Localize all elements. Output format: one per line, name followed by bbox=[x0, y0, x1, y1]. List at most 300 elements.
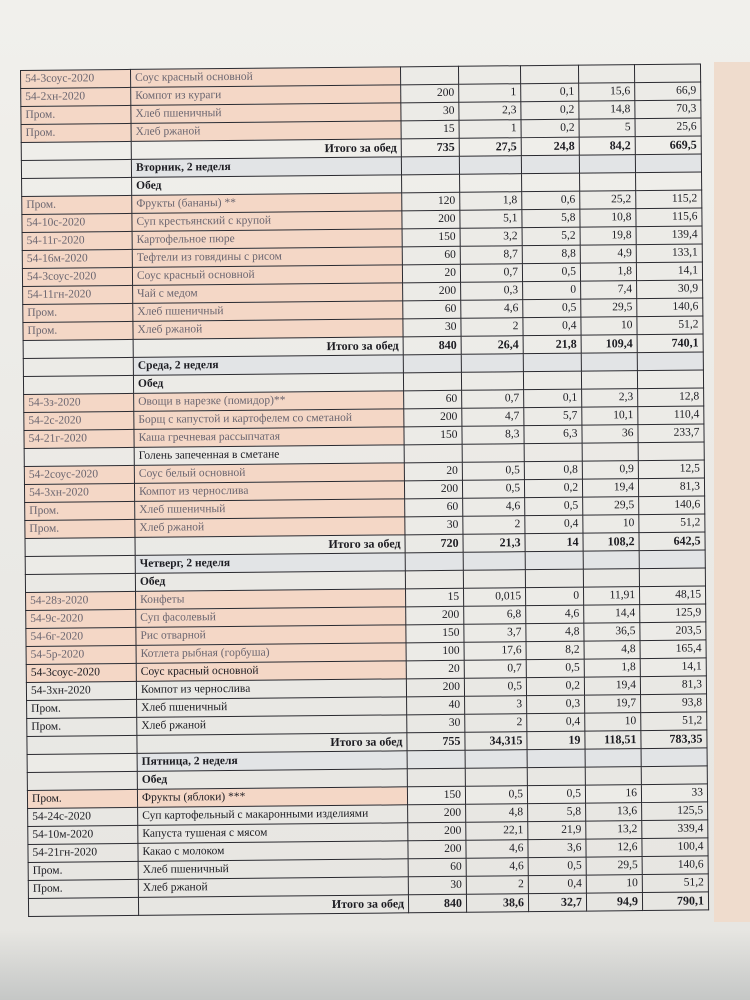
weight-cell: 20 bbox=[402, 264, 460, 283]
total-fat-cell: 24,8 bbox=[521, 137, 579, 156]
weight-cell bbox=[404, 444, 462, 463]
total-calories-cell: 790,1 bbox=[642, 892, 708, 911]
dish-name: Хлеб ржаной bbox=[133, 319, 403, 340]
total-protein-cell: 21,3 bbox=[463, 534, 525, 553]
fat-cell: 0,4 bbox=[525, 515, 583, 534]
protein-cell: 0,7 bbox=[460, 264, 522, 283]
empty-cell bbox=[461, 372, 523, 391]
fat-cell: 4,8 bbox=[526, 623, 584, 642]
fat-cell bbox=[520, 65, 578, 84]
meal-header: Обед bbox=[137, 769, 407, 790]
calories-cell: 70,3 bbox=[635, 100, 701, 119]
empty-cell bbox=[463, 570, 525, 589]
total-weight-cell: 840 bbox=[403, 336, 461, 355]
weight-cell: 30 bbox=[405, 516, 463, 535]
empty-cell bbox=[465, 750, 527, 769]
recipe-code: Пром. bbox=[28, 879, 138, 898]
calories-cell: 140,6 bbox=[642, 856, 708, 875]
dish-name: Овощи в нарезке (помидор)** bbox=[134, 391, 404, 412]
empty-cell bbox=[523, 353, 581, 372]
protein-cell: 0,5 bbox=[465, 786, 527, 805]
recipe-code: 54-10м-2020 bbox=[28, 825, 138, 844]
carbs-cell: 1,8 bbox=[580, 263, 636, 282]
fat-cell: 0,5 bbox=[522, 263, 580, 282]
carbs-cell: 10 bbox=[586, 875, 642, 894]
weight-cell: 30 bbox=[401, 102, 459, 121]
protein-cell: 0,5 bbox=[464, 678, 526, 697]
empty-cell bbox=[402, 174, 460, 193]
carbs-cell: 4,9 bbox=[580, 245, 636, 264]
fat-cell: 0 bbox=[523, 281, 581, 300]
meal-header: Обед bbox=[132, 175, 402, 196]
carbs-cell: 0,9 bbox=[582, 461, 638, 480]
weight-cell: 200 bbox=[404, 480, 462, 499]
empty-cell bbox=[639, 550, 705, 569]
protein-cell bbox=[462, 444, 524, 463]
recipe-code: 54-2соус-2020 bbox=[24, 465, 134, 484]
protein-cell: 1,8 bbox=[460, 192, 522, 211]
protein-cell: 1 bbox=[459, 120, 521, 139]
protein-cell: 2 bbox=[466, 876, 528, 895]
dish-name: Фрукты (яблоки) *** bbox=[137, 787, 407, 808]
recipe-code: Пром. bbox=[25, 519, 135, 538]
weight-cell: 100 bbox=[406, 642, 464, 661]
empty-cell bbox=[580, 173, 636, 192]
weight-cell: 60 bbox=[405, 498, 463, 517]
protein-cell: 4,7 bbox=[462, 408, 524, 427]
total-carbs-cell: 108,2 bbox=[583, 533, 639, 552]
empty-cell bbox=[27, 735, 137, 754]
empty-cell bbox=[585, 749, 641, 768]
dish-name: Хлеб пшеничный bbox=[137, 697, 407, 718]
dish-name: Компот из чернослива bbox=[134, 481, 404, 502]
empty-cell bbox=[465, 768, 527, 787]
protein-cell: 2 bbox=[461, 318, 523, 337]
day-header: Четверг, 2 неделя bbox=[135, 553, 405, 574]
carbs-cell: 15,6 bbox=[579, 83, 635, 102]
protein-cell: 4,6 bbox=[466, 840, 528, 859]
weight-cell: 200 bbox=[406, 606, 464, 625]
dish-name: Суп картофельный с макаронными изделиями bbox=[138, 805, 408, 826]
protein-cell: 5,1 bbox=[460, 210, 522, 229]
total-calories-cell: 740,1 bbox=[637, 334, 703, 353]
carbs-cell: 10,8 bbox=[580, 209, 636, 228]
weight-cell: 30 bbox=[407, 714, 465, 733]
empty-cell bbox=[461, 354, 523, 373]
meal-header: Обед bbox=[135, 571, 405, 592]
empty-cell bbox=[405, 570, 463, 589]
weight-cell: 60 bbox=[408, 858, 466, 877]
recipe-code: 54-10с-2020 bbox=[22, 213, 132, 232]
calories-cell: 93,8 bbox=[641, 694, 707, 713]
recipe-code: Пром. bbox=[27, 789, 137, 808]
carbs-cell: 7,4 bbox=[581, 281, 637, 300]
dish-name: Котлета рыбная (горбуша) bbox=[136, 643, 406, 664]
total-weight-cell: 755 bbox=[407, 732, 465, 751]
calories-cell: 81,3 bbox=[640, 676, 706, 695]
dish-name: Чай с медом bbox=[133, 283, 403, 304]
dish-name: Картофельное пюре bbox=[132, 229, 402, 250]
fat-cell: 0,8 bbox=[524, 461, 582, 480]
protein-cell: 2,3 bbox=[459, 102, 521, 121]
weight-cell: 200 bbox=[403, 282, 461, 301]
fat-cell: 0,5 bbox=[523, 299, 581, 318]
fat-cell: 0,4 bbox=[527, 713, 585, 732]
weight-cell: 200 bbox=[404, 408, 462, 427]
dish-name: Какао с молоком bbox=[138, 841, 408, 862]
fat-cell: 0,4 bbox=[523, 317, 581, 336]
protein-cell: 3,7 bbox=[464, 624, 526, 643]
fat-cell: 0,5 bbox=[526, 659, 584, 678]
calories-cell: 66,9 bbox=[635, 82, 701, 101]
recipe-code: Пром. bbox=[28, 861, 138, 880]
calories-cell: 81,3 bbox=[638, 478, 704, 497]
recipe-code: 54-2хн-2020 bbox=[21, 87, 131, 106]
dish-name: Компот из кураги bbox=[131, 85, 401, 106]
calories-cell bbox=[634, 64, 700, 83]
protein-cell: 8,7 bbox=[460, 246, 522, 265]
weight-cell: 200 bbox=[408, 840, 466, 859]
dish-name: Соус красный основной bbox=[130, 67, 400, 88]
weight-cell: 200 bbox=[408, 804, 466, 823]
fat-cell bbox=[524, 443, 582, 462]
calories-cell: 203,5 bbox=[640, 622, 706, 641]
weight-cell: 200 bbox=[402, 210, 460, 229]
empty-cell bbox=[23, 339, 133, 358]
carbs-cell: 13,2 bbox=[586, 821, 642, 840]
recipe-code: 54-5р-2020 bbox=[26, 645, 136, 664]
empty-cell bbox=[521, 155, 579, 174]
weight-cell bbox=[400, 66, 458, 85]
total-carbs-cell: 84,2 bbox=[579, 137, 635, 156]
recipe-code: 54-11гн-2020 bbox=[23, 285, 133, 304]
recipe-code: Пром. bbox=[27, 699, 137, 718]
empty-cell bbox=[527, 749, 585, 768]
weight-cell: 30 bbox=[408, 876, 466, 895]
empty-cell bbox=[522, 173, 580, 192]
total-calories-cell: 642,5 bbox=[639, 532, 705, 551]
total-fat-cell: 21,8 bbox=[523, 335, 581, 354]
fat-cell: 4,6 bbox=[526, 605, 584, 624]
carbs-cell: 10 bbox=[585, 713, 641, 732]
total-label: Итого за обед bbox=[135, 535, 405, 556]
carbs-cell: 29,5 bbox=[586, 857, 642, 876]
empty-cell bbox=[407, 768, 465, 787]
fat-cell: 0,5 bbox=[528, 857, 586, 876]
total-carbs-cell: 118,51 bbox=[585, 731, 641, 750]
empty-cell bbox=[460, 174, 522, 193]
carbs-cell: 16 bbox=[585, 785, 641, 804]
weight-cell: 150 bbox=[404, 426, 462, 445]
fat-cell: 21,9 bbox=[528, 821, 586, 840]
empty-cell bbox=[463, 552, 525, 571]
carbs-cell: 29,5 bbox=[581, 299, 637, 318]
empty-cell bbox=[27, 771, 137, 790]
fat-cell: 5,8 bbox=[528, 803, 586, 822]
calories-cell: 165,4 bbox=[640, 640, 706, 659]
recipe-code: 54-3з-2020 bbox=[24, 393, 134, 412]
recipe-code: 54-9с-2020 bbox=[26, 609, 136, 628]
dish-name: Каша гречневая рассыпчатая bbox=[134, 427, 404, 448]
recipe-code: Пром. bbox=[23, 321, 133, 340]
fat-cell: 0,6 bbox=[522, 191, 580, 210]
carbs-cell: 5 bbox=[579, 119, 635, 138]
protein-cell: 2 bbox=[465, 714, 527, 733]
fat-cell: 8,8 bbox=[522, 245, 580, 264]
protein-cell: 0,7 bbox=[462, 390, 524, 409]
recipe-code: 54-11г-2020 bbox=[22, 231, 132, 250]
protein-cell: 3,2 bbox=[460, 228, 522, 247]
total-label: Итого за обед bbox=[131, 139, 401, 160]
protein-cell bbox=[458, 66, 520, 85]
empty-cell bbox=[527, 767, 585, 786]
calories-cell: 51,2 bbox=[641, 712, 707, 731]
empty-cell bbox=[581, 371, 637, 390]
weight-cell: 150 bbox=[406, 624, 464, 643]
carbs-cell: 19,7 bbox=[585, 695, 641, 714]
calories-cell: 12,5 bbox=[638, 460, 704, 479]
recipe-code: 54-16м-2020 bbox=[22, 249, 132, 268]
fat-cell: 0,2 bbox=[526, 677, 584, 696]
day-header: Вторник, 2 неделя bbox=[131, 157, 401, 178]
empty-cell bbox=[401, 156, 459, 175]
calories-cell: 125,9 bbox=[640, 604, 706, 623]
total-calories-cell: 783,35 bbox=[641, 730, 707, 749]
protein-cell: 4,6 bbox=[466, 858, 528, 877]
empty-cell bbox=[21, 141, 131, 160]
total-protein-cell: 38,6 bbox=[466, 894, 528, 913]
empty-cell bbox=[581, 353, 637, 372]
fat-cell: 0,1 bbox=[524, 389, 582, 408]
total-fat-cell: 32,7 bbox=[528, 893, 586, 912]
empty-cell bbox=[407, 750, 465, 769]
empty-cell bbox=[23, 375, 133, 394]
empty-cell bbox=[28, 897, 138, 916]
calories-cell bbox=[638, 442, 704, 461]
meal-header: Обед bbox=[133, 373, 403, 394]
weight-cell: 120 bbox=[402, 192, 460, 211]
weight-cell: 15 bbox=[405, 588, 463, 607]
calories-cell: 48,15 bbox=[639, 586, 705, 605]
fat-cell: 0,4 bbox=[528, 875, 586, 894]
calories-cell: 125,5 bbox=[642, 802, 708, 821]
carbs-cell: 4,8 bbox=[584, 641, 640, 660]
recipe-code: 54-2с-2020 bbox=[24, 411, 134, 430]
fat-cell: 0,2 bbox=[521, 101, 579, 120]
carbs-cell: 10 bbox=[583, 515, 639, 534]
recipe-code: 54-3соус-2020 bbox=[22, 267, 132, 286]
calories-cell: 133,1 bbox=[636, 244, 702, 263]
weight-cell: 15 bbox=[401, 120, 459, 139]
protein-cell: 17,6 bbox=[464, 642, 526, 661]
recipe-code: 54-6г-2020 bbox=[26, 627, 136, 646]
empty-cell bbox=[523, 371, 581, 390]
protein-cell: 0,7 bbox=[464, 660, 526, 679]
empty-cell bbox=[641, 748, 707, 767]
page-shadow bbox=[0, 930, 750, 1000]
calories-cell: 140,6 bbox=[639, 496, 705, 515]
carbs-cell: 25,2 bbox=[580, 191, 636, 210]
empty-cell bbox=[636, 172, 702, 191]
carbs-cell: 36,5 bbox=[584, 623, 640, 642]
carbs-cell: 36 bbox=[582, 425, 638, 444]
empty-cell bbox=[459, 156, 521, 175]
empty-cell bbox=[585, 767, 641, 786]
carbs-cell: 12,6 bbox=[586, 839, 642, 858]
dish-name: Хлеб пшеничный bbox=[135, 499, 405, 520]
empty-cell bbox=[22, 177, 132, 196]
weight-cell: 60 bbox=[402, 246, 460, 265]
dish-name: Хлеб ржаной bbox=[138, 877, 408, 898]
recipe-code: 54-3соус-2020 bbox=[21, 69, 131, 88]
calories-cell: 233,7 bbox=[638, 424, 704, 443]
weight-cell: 60 bbox=[404, 390, 462, 409]
total-protein-cell: 27,5 bbox=[459, 138, 521, 157]
total-protein-cell: 26,4 bbox=[461, 336, 523, 355]
protein-cell: 2 bbox=[463, 516, 525, 535]
recipe-code bbox=[24, 447, 134, 466]
empty-cell bbox=[639, 568, 705, 587]
total-fat-cell: 14 bbox=[525, 533, 583, 552]
weight-cell: 150 bbox=[407, 786, 465, 805]
calories-cell: 12,8 bbox=[638, 388, 704, 407]
calories-cell: 115,2 bbox=[636, 190, 702, 209]
empty-cell bbox=[583, 569, 639, 588]
protein-cell: 8,3 bbox=[462, 426, 524, 445]
recipe-code: 54-24с-2020 bbox=[28, 807, 138, 826]
calories-cell: 115,6 bbox=[636, 208, 702, 227]
carbs-cell: 10 bbox=[581, 317, 637, 336]
total-label: Итого за обед bbox=[133, 337, 403, 358]
weight-cell: 60 bbox=[403, 300, 461, 319]
weight-cell: 20 bbox=[404, 462, 462, 481]
weight-cell: 40 bbox=[407, 696, 465, 715]
weight-cell: 200 bbox=[408, 822, 466, 841]
calories-cell: 25,6 bbox=[635, 118, 701, 137]
protein-cell: 4,6 bbox=[461, 300, 523, 319]
fat-cell: 5,7 bbox=[524, 407, 582, 426]
dish-name: Суп фасолевый bbox=[136, 607, 406, 628]
fat-cell: 0,3 bbox=[527, 695, 585, 714]
recipe-code: 54-21гн-2020 bbox=[28, 843, 138, 862]
protein-cell: 6,8 bbox=[464, 606, 526, 625]
fat-cell: 6,3 bbox=[524, 425, 582, 444]
empty-cell bbox=[25, 573, 135, 592]
carbs-cell: 2,3 bbox=[582, 389, 638, 408]
fat-cell: 0,5 bbox=[527, 785, 585, 804]
calories-cell: 51,2 bbox=[639, 514, 705, 533]
dish-name: Хлеб пшеничный bbox=[133, 301, 403, 322]
recipe-code: 54-3хн-2020 bbox=[26, 681, 136, 700]
carbs-cell: 14,8 bbox=[579, 101, 635, 120]
carbs-cell: 29,5 bbox=[583, 497, 639, 516]
recipe-code: 54-3хн-2020 bbox=[24, 483, 134, 502]
total-label: Итого за обед bbox=[137, 733, 407, 754]
dish-name: Рис отварной bbox=[136, 625, 406, 646]
empty-cell bbox=[583, 551, 639, 570]
empty-cell bbox=[21, 159, 131, 178]
calories-cell: 51,2 bbox=[637, 316, 703, 335]
empty-cell bbox=[579, 155, 635, 174]
total-weight-cell: 720 bbox=[405, 534, 463, 553]
carbs-cell: 10,1 bbox=[582, 407, 638, 426]
calories-cell: 33 bbox=[641, 784, 707, 803]
menu-table-body bbox=[21, 64, 709, 916]
recipe-code: 54-3соус-2020 bbox=[26, 663, 136, 682]
carbs-cell: 13,6 bbox=[586, 803, 642, 822]
calories-cell: 14,1 bbox=[636, 262, 702, 281]
carbs-cell: 11,91 bbox=[583, 587, 639, 606]
total-calories-cell: 669,5 bbox=[635, 136, 701, 155]
empty-cell bbox=[403, 372, 461, 391]
empty-cell bbox=[641, 766, 707, 785]
dish-name: Хлеб ржаной bbox=[137, 715, 407, 736]
carbs-cell: 19,8 bbox=[580, 227, 636, 246]
total-fat-cell: 19 bbox=[527, 731, 585, 750]
recipe-code: Пром. bbox=[25, 501, 135, 520]
fat-cell: 5,8 bbox=[522, 209, 580, 228]
dish-name: Борщ с капустой и картофелем со сметаной bbox=[134, 409, 404, 430]
dish-name: Конфеты bbox=[136, 589, 406, 610]
calories-cell: 51,2 bbox=[642, 874, 708, 893]
carbs-cell: 19,4 bbox=[582, 479, 638, 498]
protein-cell: 0,015 bbox=[463, 588, 525, 607]
total-carbs-cell: 94,9 bbox=[586, 893, 642, 912]
fat-cell: 5,2 bbox=[522, 227, 580, 246]
dish-name: Компот из чернослива bbox=[136, 679, 406, 700]
total-carbs-cell: 109,4 bbox=[581, 335, 637, 354]
empty-cell bbox=[637, 352, 703, 371]
weight-cell: 200 bbox=[401, 84, 459, 103]
fat-cell: 0,2 bbox=[524, 479, 582, 498]
protein-cell: 4,6 bbox=[463, 498, 525, 517]
empty-cell bbox=[23, 357, 133, 376]
recipe-code: Пром. bbox=[22, 195, 132, 214]
dish-name: Хлеб ржаной bbox=[131, 121, 401, 142]
fat-cell: 3,6 bbox=[528, 839, 586, 858]
weight-cell: 30 bbox=[403, 318, 461, 337]
total-weight-cell: 735 bbox=[401, 138, 459, 157]
empty-cell bbox=[25, 537, 135, 556]
empty-cell bbox=[635, 154, 701, 173]
dish-name: Хлеб пшеничный bbox=[138, 859, 408, 880]
total-weight-cell: 840 bbox=[408, 894, 466, 913]
recipe-code: Пром. bbox=[21, 105, 131, 124]
empty-cell bbox=[405, 552, 463, 571]
day-header: Среда, 2 неделя bbox=[133, 355, 403, 376]
dish-name: Хлеб ржаной bbox=[135, 517, 405, 538]
weight-cell: 150 bbox=[402, 228, 460, 247]
recipe-code: Пром. bbox=[27, 717, 137, 736]
carbs-cell bbox=[582, 443, 638, 462]
total-protein-cell: 34,315 bbox=[465, 732, 527, 751]
calories-cell: 339,4 bbox=[642, 820, 708, 839]
calories-cell: 100,4 bbox=[642, 838, 708, 857]
calories-cell: 139,4 bbox=[636, 226, 702, 245]
fat-cell: 0,5 bbox=[525, 497, 583, 516]
calories-cell: 14,1 bbox=[640, 658, 706, 677]
empty-cell bbox=[637, 370, 703, 389]
empty-cell bbox=[525, 551, 583, 570]
dish-name: Соус белый основной bbox=[134, 463, 404, 484]
protein-cell: 1 bbox=[459, 84, 521, 103]
day-header: Пятница, 2 неделя bbox=[137, 751, 407, 772]
recipe-code: 54-28з-2020 bbox=[26, 591, 136, 610]
paper-edge-stripe bbox=[714, 62, 750, 922]
total-label: Итого за обед bbox=[138, 895, 408, 916]
protein-cell: 0,3 bbox=[461, 282, 523, 301]
dish-name: Хлеб пшеничный bbox=[131, 103, 401, 124]
